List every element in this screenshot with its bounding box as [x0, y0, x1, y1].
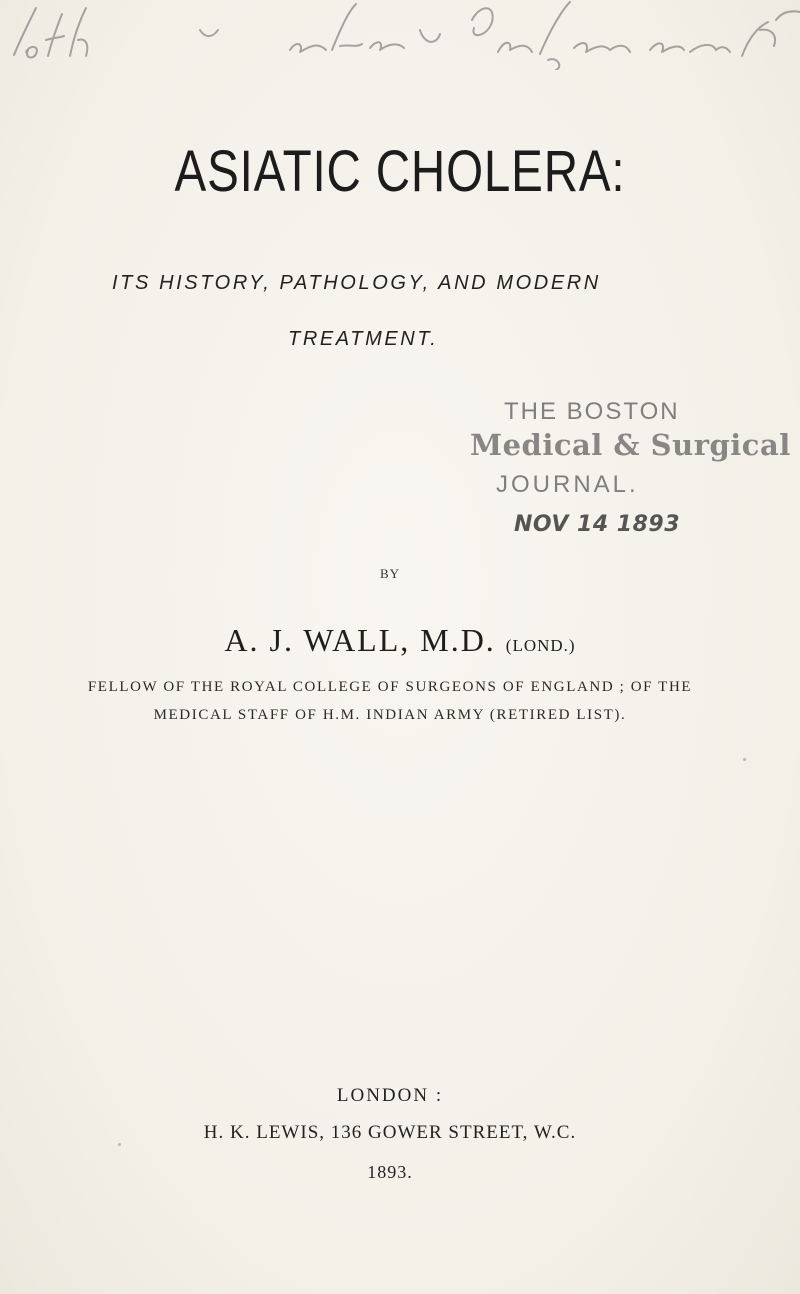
handwritten-inscription-text — [0, 0, 800, 70]
stamp-date: NOV 14 1893 — [514, 512, 681, 537]
author-credentials-line-1: FELLOW OF THE ROYAL COLLEGE OF SURGEONS OF ENGLAND ; OF THE — [87, 679, 693, 695]
by-label: BY — [379, 566, 401, 581]
stamp-line-1: THE BOSTON — [504, 398, 680, 425]
library-stamp — [470, 398, 791, 548]
imprint-year: 1893. — [367, 1162, 413, 1182]
stamp-line-3: JOURNAL. — [496, 471, 639, 498]
subtitle-line-1: ITS HISTORY, PATHOLOGY, AND MODERN — [112, 272, 601, 294]
author-degree: (LOND.) — [505, 636, 576, 655]
imprint-publisher: H. K. LEWIS, 136 GOWER STREET, W.C. — [203, 1122, 577, 1143]
paper-speck — [743, 758, 746, 761]
subtitle-line-2: TREATMENT. — [288, 328, 439, 350]
author-line — [0, 622, 800, 659]
author-name: A. J. WALL, M.D. — [224, 622, 496, 658]
imprint-place: LONDON : — [336, 1085, 444, 1106]
author-credentials-line-2: MEDICAL STAFF OF H.M. INDIAN ARMY (RETIRED LIST). — [153, 707, 627, 723]
stamp-line-2: Medical & Surgical — [470, 428, 791, 462]
paper-speck — [118, 1143, 121, 1146]
book-title: ASIATIC CHOLERA: — [174, 139, 626, 204]
